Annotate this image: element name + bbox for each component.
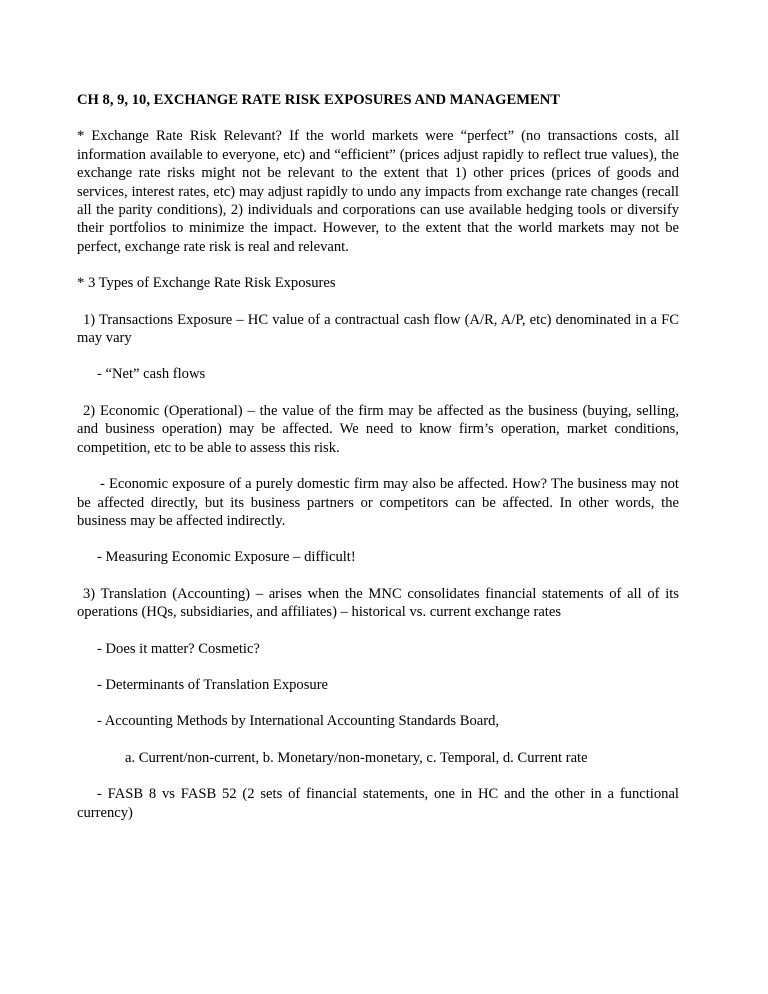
document-body: [77, 91, 679, 840]
paragraph-fasb: - FASB 8 vs FASB 52 (2 sets of financial statements, one in HC and the other in a functional currency): [77, 786, 679, 821]
paragraph-measuring-economic: - Measuring Economic Exposure – difficult!: [97, 549, 356, 566]
paragraph-accounting-methods: - Accounting Methods by International Accounting Standards Board,: [97, 713, 500, 730]
paragraph-transactions-exposure: 1) Transactions Exposure – HC value of a contractual cash flow (A/R, A/P, etc) denominated in a FC may vary: [77, 311, 679, 347]
paragraph-economic-exposure: 2) Economic (Operational) – the value of the firm may be affected as the business (buying, selling, and business operation) may be affected. We need to know firm’s operation, market conditions, competition, etc to be able to assess this risk.: [77, 402, 679, 456]
paragraph-net-cash-flows: - “Net” cash flows: [97, 366, 206, 383]
page-title: CH 8, 9, 10, EXCHANGE RATE RISK EXPOSURES AND MANAGEMENT: [77, 92, 560, 108]
paragraph-translation-exposure: 3) Translation (Accounting) – arises when the MNC consolidates financial statements of all of its operations (HQs, subsidiaries, and affiliates) – historical vs. current exchange rates: [77, 585, 679, 621]
paragraph-relevance: * Exchange Rate Risk Relevant? If the world markets were “perfect” (no transactions costs, all information available to everyone, etc) and “efficient” (prices adjust rapidly to reflect true values), the exchange rate risks might not be relevant to the extent that 1) other prices (prices of goods and services, interest rates, etc) may adjust rapidly to undo any impacts from exchange rate changes (recall all the parity conditions), 2) individuals and corporations can use available hedging tools or diversify their portfolios to minimize the impact. However, to the extent that the world markets may not be perfect, exchange rate risk is real and relevant.: [77, 128, 679, 255]
paragraph-domestic-firm: - Economic exposure of a purely domestic firm may also be affected. How? The business may not be affected directly, but its business partners or competitors can be affected. In other words, the business may be affected indirectly.: [77, 476, 679, 529]
paragraph-does-it-matter: - Does it matter? Cosmetic?: [97, 640, 260, 657]
paragraph-determinants: - Determinants of Translation Exposure: [97, 676, 329, 693]
paragraph-types-heading: * 3 Types of Exchange Rate Risk Exposures: [77, 275, 336, 292]
paragraph-method-list: a. Current/non-current, b. Monetary/non-monetary, c. Temporal, d. Current rate: [125, 749, 588, 766]
